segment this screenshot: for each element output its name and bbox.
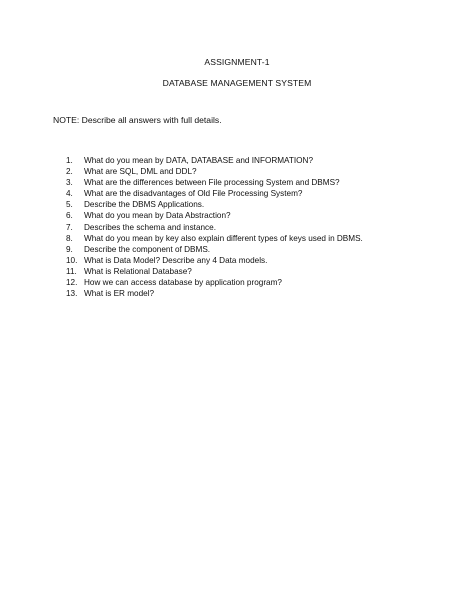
question-text: What do you mean by key also explain different types of keys used in DBMS.: [84, 233, 363, 243]
question-text: What is ER model?: [84, 289, 155, 299]
question-number: 4.: [66, 189, 73, 199]
question-text: What do you mean by Data Abstraction?: [84, 211, 231, 221]
question-text: What are SQL, DML and DDL?: [84, 167, 197, 177]
question-text: Describes the schema and instance.: [84, 222, 216, 232]
question-number: 7.: [66, 222, 73, 232]
question-number: 12.: [66, 278, 78, 288]
question-list: [66, 155, 363, 299]
question-number: 11.: [66, 266, 77, 276]
question-text: How we can access database by application program?: [84, 278, 282, 288]
question-number: 9.: [66, 244, 73, 254]
question-text: What are the differences between File processing System and DBMS?: [84, 178, 340, 188]
question-number: 8.: [66, 233, 73, 243]
question-text: What is Data Model? Describe any 4 Data models.: [84, 255, 268, 265]
question-item: [66, 277, 363, 288]
assignment-title: ASSIGNMENT-1: [204, 57, 270, 67]
question-number: 3.: [66, 178, 73, 188]
question-item: [66, 166, 363, 177]
question-number: 2.: [66, 167, 73, 177]
question-item: [66, 177, 363, 188]
question-item: [66, 288, 363, 299]
question-item: [66, 244, 363, 255]
note-text: NOTE: Describe all answers with full details.: [53, 115, 222, 125]
question-text: Describe the DBMS Applications.: [84, 200, 205, 210]
course-title: DATABASE MANAGEMENT SYSTEM: [162, 78, 312, 88]
question-item: [66, 233, 363, 244]
question-text: What are the disadvantages of Old File Processing System?: [84, 189, 303, 199]
question-item: [66, 210, 363, 221]
question-text: What do you mean by DATA, DATABASE and INFORMATION?: [84, 156, 314, 165]
question-number: 6.: [66, 211, 73, 221]
question-item: [66, 155, 363, 166]
question-item: [66, 222, 363, 233]
question-number: 1.: [66, 156, 73, 165]
question-item: [66, 199, 363, 210]
question-text: Describe the component of DBMS.: [84, 244, 211, 254]
question-number: 13.: [66, 289, 78, 299]
question-item: [66, 255, 363, 266]
question-text: What is Relational Database?: [84, 266, 192, 276]
question-item: [66, 266, 363, 277]
question-number: 10.: [66, 255, 78, 265]
question-item: [66, 188, 363, 199]
question-number: 5.: [66, 200, 73, 210]
